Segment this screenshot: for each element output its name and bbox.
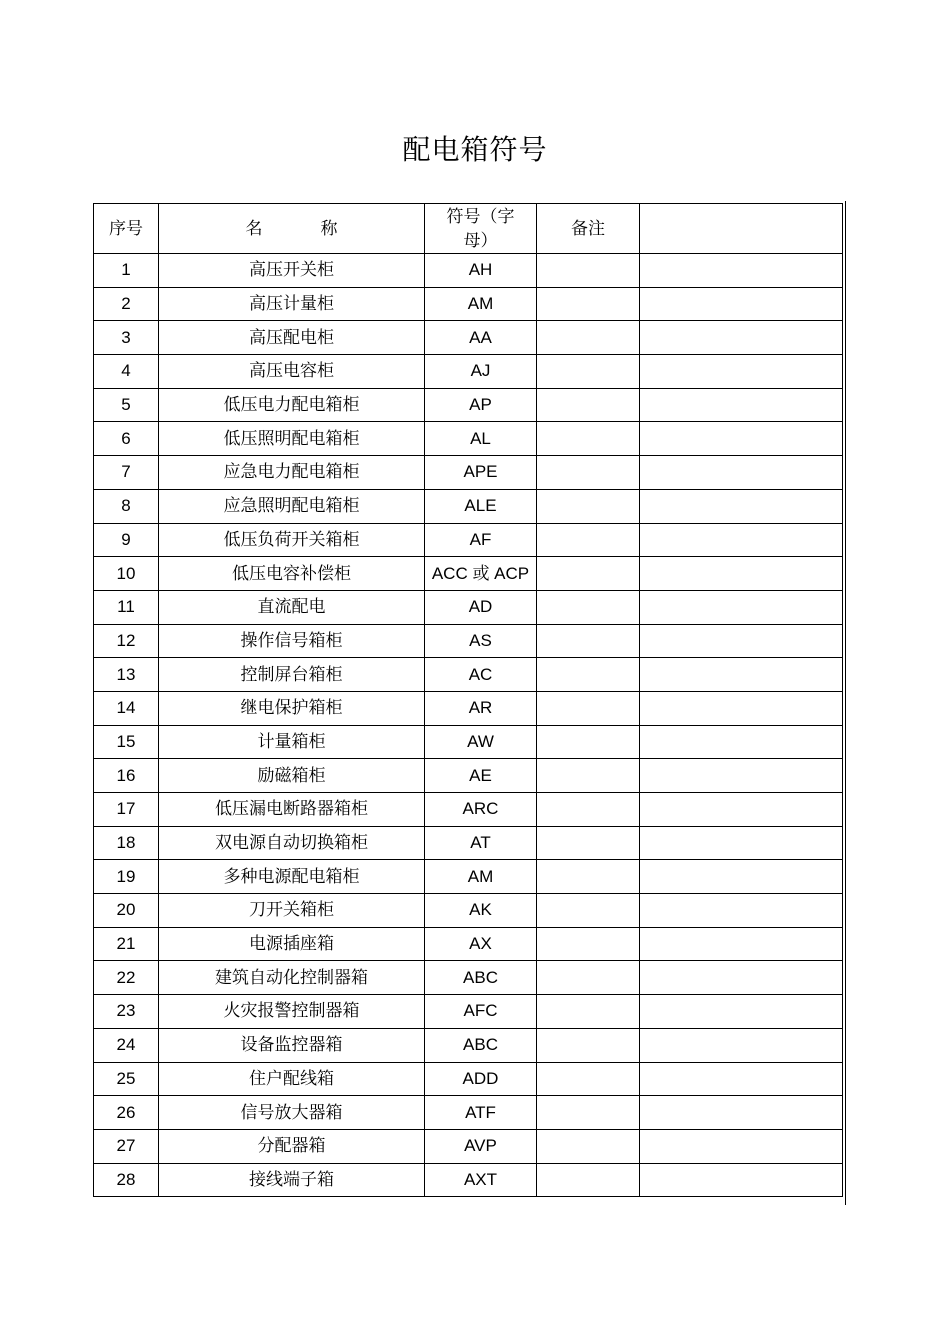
table-row <box>94 995 843 1029</box>
table-row <box>94 894 843 928</box>
table-row <box>94 388 843 422</box>
cell-symbol: AXT <box>425 1163 537 1197</box>
header-name-part1: 名 <box>245 218 263 239</box>
cell-extra <box>640 456 843 490</box>
table-row <box>94 793 843 827</box>
cell-extra <box>640 388 843 422</box>
cell-symbol: AH <box>425 254 537 288</box>
cell-note <box>537 691 640 725</box>
cell-symbol: APE <box>425 456 537 490</box>
cell-no: 24 <box>94 1028 159 1062</box>
cell-name: 信号放大器箱 <box>159 1096 425 1130</box>
cell-note <box>537 826 640 860</box>
cell-name: 住户配线箱 <box>159 1062 425 1096</box>
header-no: 序号 <box>94 204 159 254</box>
table-row <box>94 759 843 793</box>
cell-note <box>537 1028 640 1062</box>
cell-no: 18 <box>94 826 159 860</box>
table-row <box>94 725 843 759</box>
cell-extra <box>640 961 843 995</box>
symbol-table <box>93 203 843 1197</box>
cell-extra <box>640 860 843 894</box>
cell-extra <box>640 658 843 692</box>
cell-no: 2 <box>94 287 159 321</box>
cell-note <box>537 624 640 658</box>
cell-no: 10 <box>94 557 159 591</box>
cell-note <box>537 927 640 961</box>
cell-extra <box>640 894 843 928</box>
header-name <box>159 204 425 254</box>
cell-no: 12 <box>94 624 159 658</box>
cell-symbol: AS <box>425 624 537 658</box>
cell-no: 7 <box>94 456 159 490</box>
cell-symbol: AC <box>425 658 537 692</box>
cell-name: 低压漏电断路器箱柜 <box>159 793 425 827</box>
cell-symbol: ATF <box>425 1096 537 1130</box>
cell-extra <box>640 624 843 658</box>
cell-note <box>537 725 640 759</box>
table-row <box>94 691 843 725</box>
table-body <box>94 254 843 1197</box>
cell-name: 低压电容补偿柜 <box>159 557 425 591</box>
table-row <box>94 826 843 860</box>
table-row <box>94 1163 843 1197</box>
cell-extra <box>640 1062 843 1096</box>
cell-no: 16 <box>94 759 159 793</box>
cell-name: 控制屏台箱柜 <box>159 658 425 692</box>
table-row <box>94 1062 843 1096</box>
cell-symbol: ALE <box>425 489 537 523</box>
table-row <box>94 523 843 557</box>
cell-note <box>537 422 640 456</box>
header-extra <box>640 204 843 254</box>
cell-name: 设备监控器箱 <box>159 1028 425 1062</box>
cell-extra <box>640 355 843 389</box>
cell-symbol: AR <box>425 691 537 725</box>
cell-note <box>537 1163 640 1197</box>
cell-name: 双电源自动切换箱柜 <box>159 826 425 860</box>
header-note: 备注 <box>537 204 640 254</box>
cell-extra <box>640 1163 843 1197</box>
table-row <box>94 658 843 692</box>
header-name-part2: 称 <box>320 218 338 239</box>
cell-name: 电源插座箱 <box>159 927 425 961</box>
cell-name: 高压开关柜 <box>159 254 425 288</box>
cell-extra <box>640 489 843 523</box>
cell-extra <box>640 725 843 759</box>
cell-no: 20 <box>94 894 159 928</box>
table-row <box>94 287 843 321</box>
cell-name: 火灾报警控制器箱 <box>159 995 425 1029</box>
cell-symbol: AM <box>425 860 537 894</box>
cell-name: 高压配电柜 <box>159 321 425 355</box>
cell-symbol: AL <box>425 422 537 456</box>
cell-symbol: AF <box>425 523 537 557</box>
cell-extra <box>640 691 843 725</box>
cell-name: 励磁箱柜 <box>159 759 425 793</box>
table-row <box>94 422 843 456</box>
cell-no: 26 <box>94 1096 159 1130</box>
cell-symbol: ABC <box>425 1028 537 1062</box>
table-row <box>94 557 843 591</box>
cell-symbol: ABC <box>425 961 537 995</box>
cell-symbol: AE <box>425 759 537 793</box>
table-row <box>94 456 843 490</box>
table-row <box>94 489 843 523</box>
cell-note <box>537 355 640 389</box>
header-symbol-line1: 符号（字 <box>446 206 515 227</box>
cell-symbol: AT <box>425 826 537 860</box>
cell-symbol: AD <box>425 590 537 624</box>
cell-no: 4 <box>94 355 159 389</box>
cell-extra <box>640 287 843 321</box>
cell-no: 19 <box>94 860 159 894</box>
cell-extra <box>640 995 843 1029</box>
cell-extra <box>640 759 843 793</box>
cell-note <box>537 961 640 995</box>
cell-note <box>537 254 640 288</box>
cell-symbol: AX <box>425 927 537 961</box>
table-row <box>94 860 843 894</box>
cell-name: 建筑自动化控制器箱 <box>159 961 425 995</box>
cell-no: 5 <box>94 388 159 422</box>
cell-extra <box>640 321 843 355</box>
header-row <box>94 204 843 254</box>
cell-name: 高压电容柜 <box>159 355 425 389</box>
cell-no: 14 <box>94 691 159 725</box>
cell-no: 21 <box>94 927 159 961</box>
cell-note <box>537 456 640 490</box>
cell-extra <box>640 557 843 591</box>
cell-note <box>537 388 640 422</box>
cell-extra <box>640 1096 843 1130</box>
cell-no: 27 <box>94 1129 159 1163</box>
cell-name: 接线端子箱 <box>159 1163 425 1197</box>
cell-no: 28 <box>94 1163 159 1197</box>
cell-symbol: AJ <box>425 355 537 389</box>
cell-note <box>537 894 640 928</box>
cell-note <box>537 557 640 591</box>
cell-extra <box>640 793 843 827</box>
table-row <box>94 1129 843 1163</box>
cell-no: 11 <box>94 590 159 624</box>
cell-name: 应急照明配电箱柜 <box>159 489 425 523</box>
cell-note <box>537 759 640 793</box>
cell-no: 25 <box>94 1062 159 1096</box>
cell-no: 9 <box>94 523 159 557</box>
cell-no: 23 <box>94 995 159 1029</box>
cell-extra <box>640 590 843 624</box>
cell-extra <box>640 422 843 456</box>
table-right-edge <box>845 201 846 1205</box>
table-row <box>94 355 843 389</box>
cell-no: 15 <box>94 725 159 759</box>
table-row <box>94 321 843 355</box>
table-row <box>94 961 843 995</box>
cell-symbol: AA <box>425 321 537 355</box>
cell-name: 直流配电 <box>159 590 425 624</box>
cell-symbol: AVP <box>425 1129 537 1163</box>
cell-name: 分配器箱 <box>159 1129 425 1163</box>
cell-no: 1 <box>94 254 159 288</box>
cell-name: 刀开关箱柜 <box>159 894 425 928</box>
cell-extra <box>640 254 843 288</box>
cell-no: 13 <box>94 658 159 692</box>
cell-name: 多种电源配电箱柜 <box>159 860 425 894</box>
table-row <box>94 254 843 288</box>
table-row <box>94 1096 843 1130</box>
table-header <box>94 204 843 254</box>
cell-name: 低压负荷开关箱柜 <box>159 523 425 557</box>
cell-note <box>537 489 640 523</box>
cell-name: 计量箱柜 <box>159 725 425 759</box>
cell-symbol: AFC <box>425 995 537 1029</box>
table-row <box>94 927 843 961</box>
cell-name: 继电保护箱柜 <box>159 691 425 725</box>
cell-symbol: AW <box>425 725 537 759</box>
cell-no: 3 <box>94 321 159 355</box>
table-row <box>94 590 843 624</box>
cell-extra <box>640 927 843 961</box>
cell-note <box>537 1129 640 1163</box>
cell-name: 低压电力配电箱柜 <box>159 388 425 422</box>
cell-extra <box>640 1129 843 1163</box>
header-symbol <box>425 204 537 254</box>
cell-note <box>537 860 640 894</box>
header-symbol-line2: 母） <box>463 230 498 251</box>
cell-note <box>537 995 640 1029</box>
cell-no: 22 <box>94 961 159 995</box>
cell-note <box>537 321 640 355</box>
cell-symbol: ADD <box>425 1062 537 1096</box>
cell-no: 17 <box>94 793 159 827</box>
cell-note <box>537 1062 640 1096</box>
table-row <box>94 624 843 658</box>
cell-note <box>537 590 640 624</box>
cell-extra <box>640 1028 843 1062</box>
cell-symbol: AP <box>425 388 537 422</box>
cell-note <box>537 523 640 557</box>
cell-symbol: AK <box>425 894 537 928</box>
cell-no: 6 <box>94 422 159 456</box>
cell-note <box>537 287 640 321</box>
table-row <box>94 1028 843 1062</box>
cell-note <box>537 1096 640 1130</box>
cell-name: 高压计量柜 <box>159 287 425 321</box>
cell-name: 低压照明配电箱柜 <box>159 422 425 456</box>
cell-extra <box>640 523 843 557</box>
cell-note <box>537 658 640 692</box>
cell-name: 应急电力配电箱柜 <box>159 456 425 490</box>
cell-no: 8 <box>94 489 159 523</box>
cell-symbol: ARC <box>425 793 537 827</box>
cell-extra <box>640 826 843 860</box>
cell-symbol: AM <box>425 287 537 321</box>
page-title: 配电箱符号 <box>402 133 548 166</box>
cell-symbol: ACC 或 ACP <box>425 557 537 591</box>
cell-name: 操作信号箱柜 <box>159 624 425 658</box>
cell-note <box>537 793 640 827</box>
